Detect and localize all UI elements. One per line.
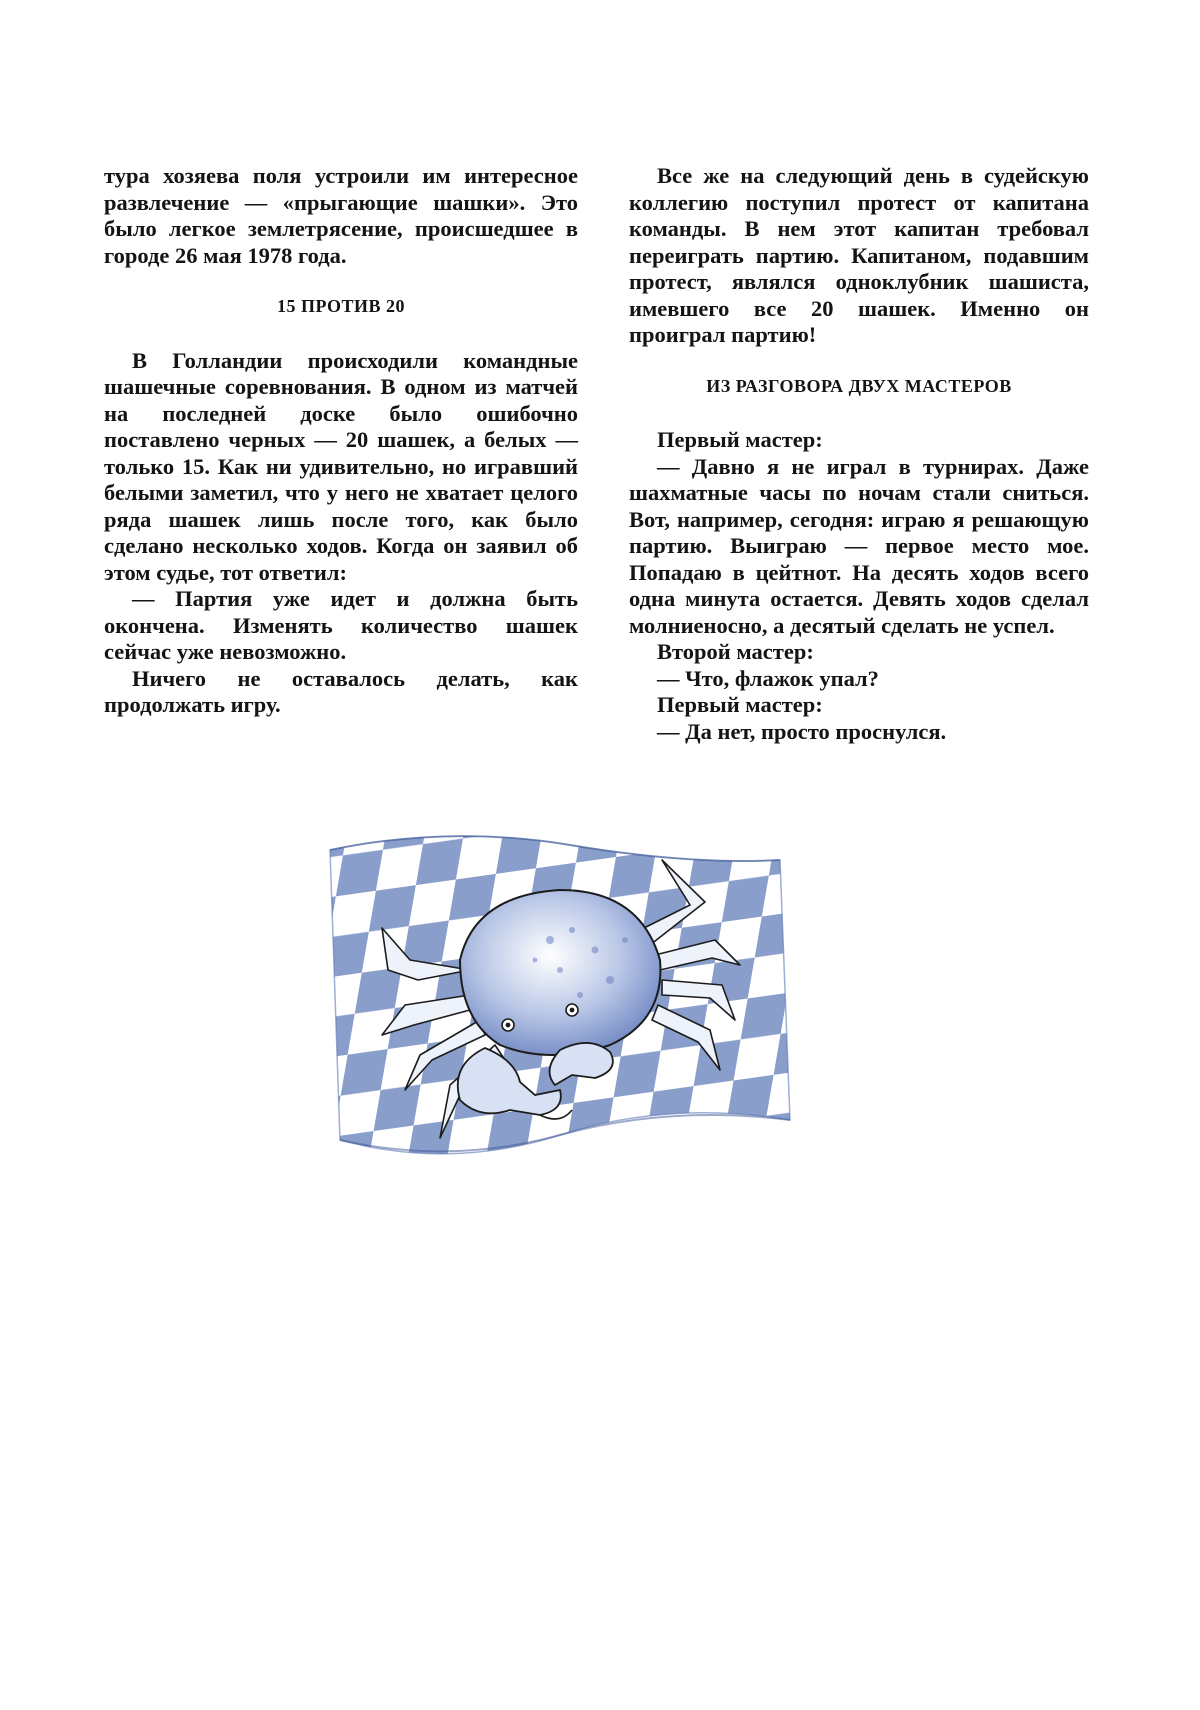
dialogue-line-2: — Давно я не играл в турнирах. Даже шахматные часы по ночам стали сниться. Вот, например, сегодня: играю я решающую партию. Выиграю — первое место мое. Попадаю в цейтнот. На десять ходов всего одна минута остается. Девять ходов сделал молниеносно, а десятый сделать не успел. [629, 453, 1089, 638]
section-title-masters-talk: ИЗ РАЗГОВОРА ДВУХ МАСТЕРОВ [706, 375, 1012, 396]
section-title-15-vs-20: 15 ПРОТИВ 20 [277, 296, 405, 316]
left-intro-paragraph: тура хозяева поля устроили им интересное развлечение — «прыгающие шашки». Это было легкое землетрясение, происшедшее в городе 26 мая 1978 года. [104, 163, 578, 268]
right-column [629, 163, 1089, 745]
dialogue-line-3: Второй мастер: [657, 639, 814, 664]
left-paragraph-1: В Голландии происходили командные шашечные соревнования. В одном из матчей на последней доске было ошибочно поставлено черных — 20 шашек, а белых — только 15. Как ни удивительно, но игравший белыми заметил, что у него не хватает целого ряда шашек лишь после того, как было сделано несколько ходов. Когда он заявил об этом судье, тот ответил: [104, 347, 578, 585]
left-paragraph-3: Ничего не оставалось делать, как продолжать игру. [104, 665, 578, 717]
right-intro-paragraph: Все же на следующий день в судейскую коллегию поступил протест от капитана команды. В нем этот капитан требовал переиграть партию. Капитаном, подавшим протест, являлся одноклубник шашиста, имевшего все 20 шашек. Именно он проиграл партию! [629, 163, 1089, 347]
dialogue-line-4: — Что, флажок упал? [657, 665, 879, 691]
crab-on-checkered-flag-illustration [310, 820, 870, 1240]
dialogue-line-6: — Да нет, просто проснулся. [657, 718, 947, 744]
dialogue-line-1: Первый мастер: [657, 427, 823, 452]
illustration-svg [310, 820, 870, 1240]
left-column [104, 163, 578, 719]
dialogue-line-5: Первый мастер: [657, 692, 823, 717]
left-paragraph-2: — Партия уже идет и должна быть окончена. Изменять количество шашек сейчас уже невозможно. [104, 586, 578, 664]
